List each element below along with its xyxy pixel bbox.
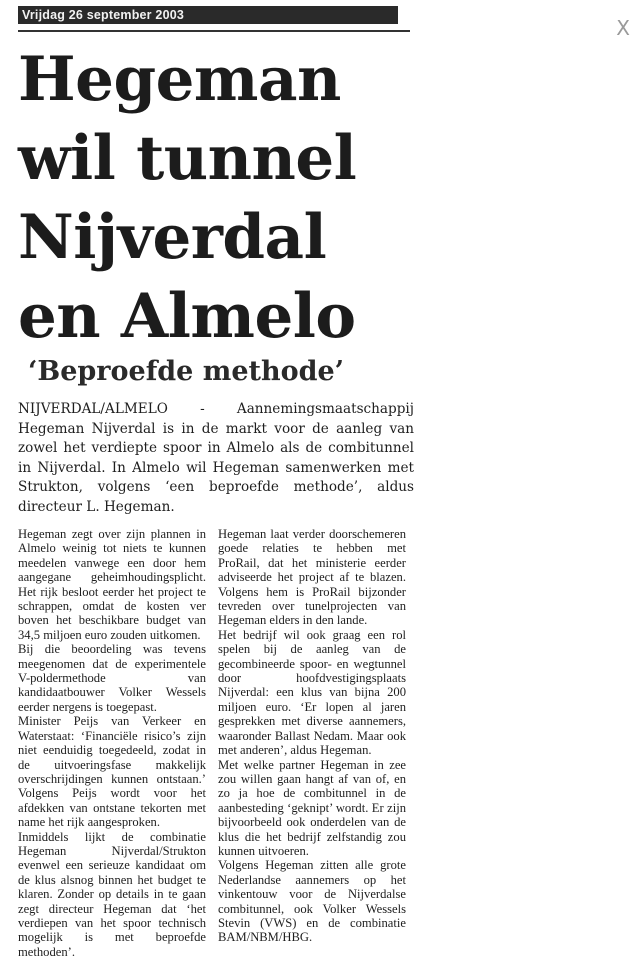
column-paragraph: Het bedrijf wil ook graag een rol spelen bij de aanleg van de gecombineerde spoor- en wegtunnel door hoofdvestigingsplaats Nijverdal: een klus van bijna 200 miljoen euro. ‘Er lopen al jaren gesprekken met diverse aannemers, waaronder Ballast Nedam. Maar ook met anderen’, aldus Hegeman. (218, 627, 406, 758)
article-column-right (218, 527, 406, 945)
headline-line-2: wil tunnel (18, 123, 357, 194)
column-paragraph: Met welke partner Hegeman in zee zou willen gaan hangt af van of, en zo ja hoe de combitunnel in de aanbesteding ‘geknipt’ wordt. Er zijn bijvoorbeeld ook onderdelen van de klus die het bedrijf zelfstandig zou kunnen uitvoeren. (218, 757, 406, 858)
dateline-text: Vrijdag 26 september 2003 (22, 8, 185, 22)
subheadline: ‘Beproefde methode’ (28, 356, 345, 387)
column-paragraph: Inmiddels lijkt de combinatie Hegeman Nijverdal/Strukton evenwel een serieuze kandidaat om de klus alsnog binnen het budget te klaren. Zonder op details in te gaan zegt directeur Hegeman dat ‘het verdiepen van het spoor technisch mogelijk is met beproefde methoden’. (18, 829, 206, 959)
column-paragraph: Volgens Hegeman zitten alle grote Nederlandse aannemers op het vinkentouw voor de Nijverdalse combitunnel, ook Volker Wessels Stevin (VWS) en de combinatie BAM/NBM/HBG. (218, 858, 406, 945)
article-column-left (18, 527, 206, 959)
lead-paragraph: NIJVERDAL/ALMELO - Aannemingsmaatschappij Hegeman Nijverdal is in de markt voor de aanleg van zowel het verdiepte spoor in Almelo als de combitunnel in Nijverdal. In Almelo wil Hegeman samenwerken met Strukton, volgens ‘een beproefde methode’, aldus directeur L. Hegeman. (18, 401, 414, 515)
header-rule (18, 30, 410, 32)
column-paragraph: Hegeman laat verder doorschemeren goede relaties te hebben met ProRail, dat het ministerie eerder adviseerde het project af te blazen. Volgens hem is ProRail bijzonder tevreden over tunelprojecten van Hegeman elders in den lande. (218, 527, 406, 628)
dateline-bar (18, 6, 398, 24)
headline-line-4: en Almelo (18, 281, 356, 352)
headline-line-3: Nijverdal (18, 202, 327, 273)
headline (18, 40, 418, 356)
headline-line-1: Hegeman (18, 44, 341, 115)
column-paragraph: Minister Peijs van Verkeer en Waterstaat: ‘Financiële risico’s zijn niet eenduidig toegedeeld, zodat in de uitvoeringsfase makkelijk overschrijdingen kunnen ontstaan.’ Volgens Peijs wordt voor het afdekken van ontstane tekorten met name het rijk aangesproken. (18, 714, 206, 830)
column-paragraph: Bij die beoordeling was tevens meegenomen dat de experimentele V-poldermethode van kandidaatbouwer Volker Wessels eerder nergens is toegepast. (18, 642, 206, 714)
column-paragraph: Hegeman zegt over zijn plannen in Almelo weinig tot niets te kunnen meedelen vanwege een door hem aangegane geheimhoudingsplicht. Het rijk besloot eerder het project te schrappen, omdat de kosten ver boven het beschikbare budget van 34,5 miljoen euro zouden uitkomen. (18, 527, 206, 642)
corner-mark: X (616, 16, 630, 40)
